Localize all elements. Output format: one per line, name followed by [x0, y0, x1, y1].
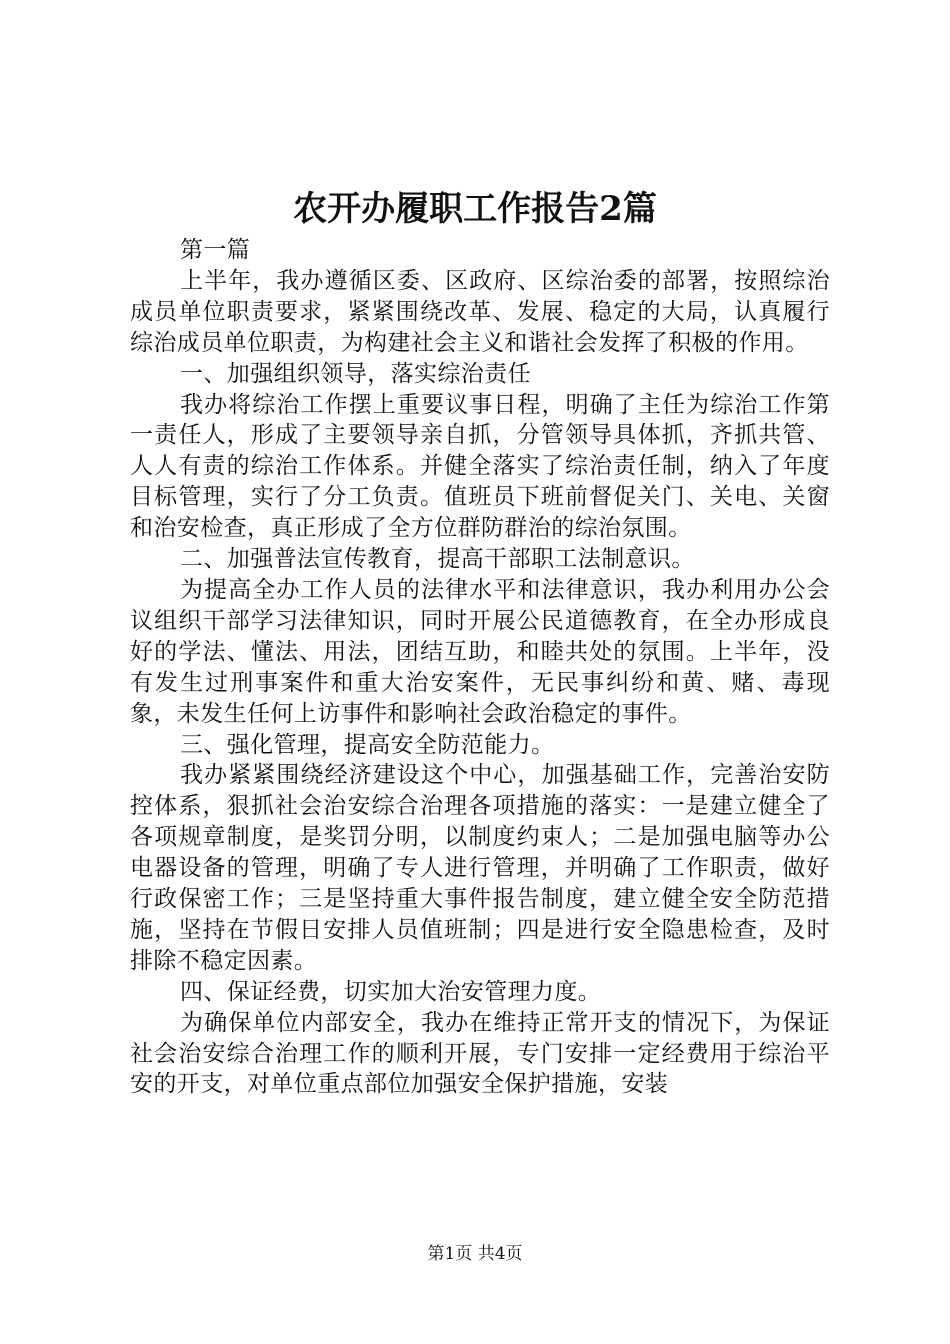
section-heading: 三、强化管理，提高安全防范能力。 — [180, 731, 555, 758]
document-body — [130, 235, 830, 1100]
section-heading: 一、加强组织领导，落实综治责任 — [180, 360, 531, 387]
body-paragraph: 我办紧紧围绕经济建设这个中心，加强基础工作，完善治安防控体系，狠抓社会治安综合治理各项措施的落实：一是建立健全了各项规章制度，是奖罚分明，以制度约束人；二是加强电脑等办公电器设备的管理，明确了专人进行管理，并明确了工作职责，做好行政保密工作；三是坚持重大事件报告制度，建立健全安全防范措施，坚持在节假日安排人员值班制；四是进行安全隐患检查，及时排除不稳定因素。 — [130, 762, 830, 974]
section-heading: 二、加强普法宣传教育，提高干部职工法制意识。 — [180, 546, 695, 573]
section-heading: 第一篇 — [180, 237, 251, 263]
page-number: 第1页 共4页 — [427, 1244, 523, 1264]
body-paragraph: 上半年，我办遵循区委、区政府、区综治委的部署，按照综治成员单位职责要求，紧紧围绕改革、发展、稳定的大局，认真履行综治成员单位职责，为构建社会主义和谐社会发挥了积极的作用。 — [130, 267, 830, 356]
document-title: 农开办履职工作报告2篇 — [293, 189, 657, 229]
body-paragraph: 为提高全办工作人员的法律水平和法律意识，我办利用办公会议组织干部学习法律知识，同时开展公民道德教育，在全办形成良好的学法、懂法、用法，团结互助，和睦共处的氛围。上半年，没有发生过刑事案件和重大治安案件，无民事纠纷和黄、赌、毒现象，未发生任何上访事件和影响社会政治稳定的事件。 — [130, 576, 830, 727]
section-heading: 四、保证经费，切实加大治安管理力度。 — [180, 978, 602, 1005]
body-paragraph: 我办将综治工作摆上重要议事日程，明确了主任为综治工作第一责任人，形成了主要领导亲自抓，分管领导具体抓，齐抓共管、人人有责的综治工作体系。并健全落实了综治责任制，纳入了年度目标管理，实行了分工负责。值班员下班前督促关门、关电、关窗和治安检查，真正形成了全方位群防群治的综治氛围。 — [130, 391, 830, 542]
body-paragraph: 为确保单位内部安全，我办在维持正常开支的情况下，为保证社会治安综合治理工作的顺利开展，专门安排一定经费用于综治平安的开支，对单位重点部位加强安全保护措施，安装 — [130, 1009, 830, 1098]
